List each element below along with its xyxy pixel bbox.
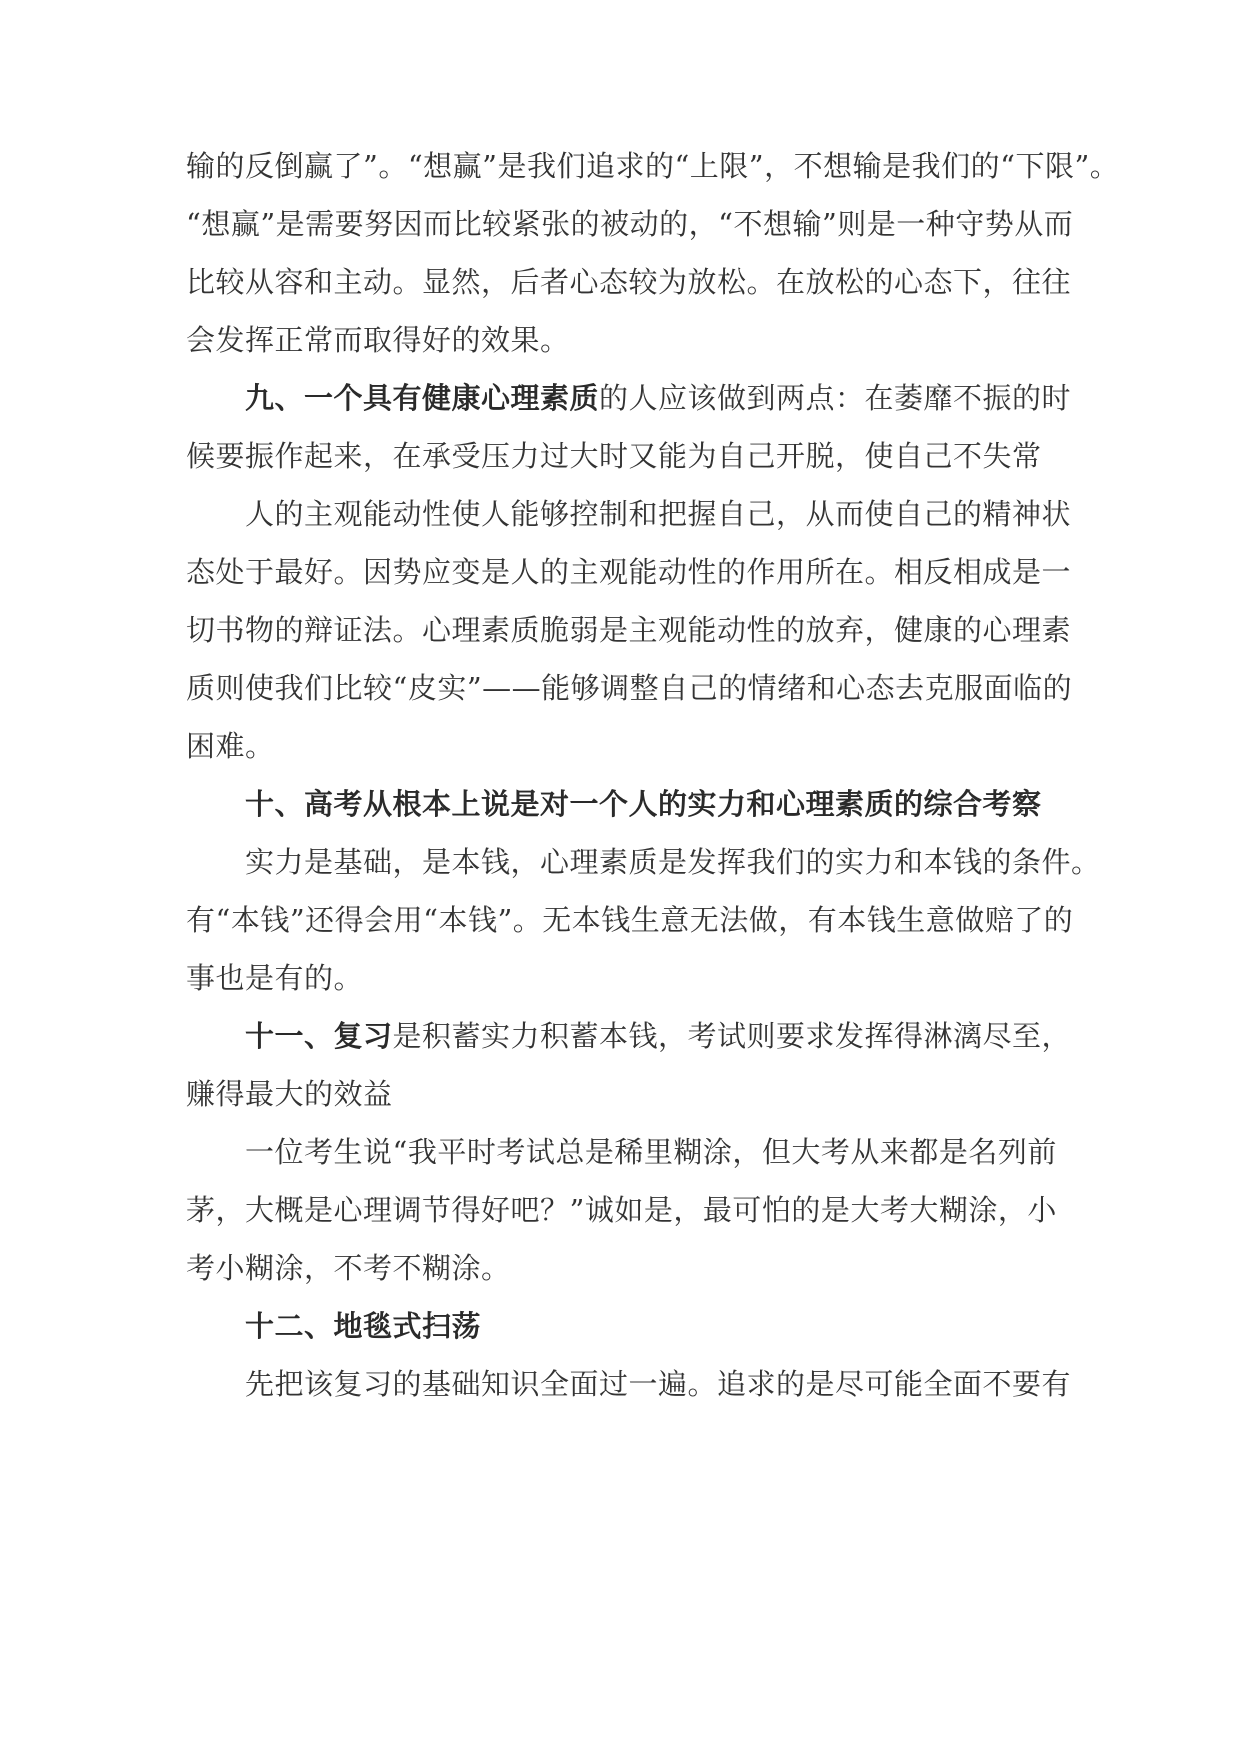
section-twelve-heading: 十二、地毯式扫荡 [245,1309,482,1343]
section-eleven-heading: 十一、复习 [245,1019,393,1053]
text-line: 茅，大概是心理调节得好吧？”诚如是，最可怕的是大考大糊涂，小 [186,1193,1057,1227]
text-line: 质则使我们比较“皮实”——能够调整自己的情绪和心态去克服面临的 [186,671,1073,705]
text-line: 态处于最好。因势应变是人的主观能动性的作用所在。相反相成是一 [186,555,1072,589]
text-line: 困难。 [186,729,275,763]
text-line: 实力是基础，是本钱，心理素质是发挥我们的实力和本钱的条件。 [245,845,1101,879]
text-line: 一位考生说“我平时考试总是稀里糊涂，但大考从来都是名列前 [245,1135,1057,1169]
section-eleven-text: 是积蓄实力积蓄本钱，考试则要求发挥得淋漓尽至， [392,1019,1072,1053]
paragraph-eleven-first-line [245,1016,1071,1056]
text-line: 赚得最大的效益 [186,1077,393,1111]
paragraph-nine-first-line [245,378,1071,418]
section-nine-text: 的人应该做到两点：在萎靡不振的时 [599,381,1072,415]
text-line: 切书物的辩证法。心理素质脆弱是主观能动性的放弃，健康的心理素 [186,613,1072,647]
section-nine-heading: 九、一个具有健康心理素质 [245,381,600,415]
text-line: 候要振作起来，在承受压力过大时又能为自己开脱，使自己不失常 [186,439,1042,473]
text-line: 输的反倒赢了”。“想赢”是我们追求的“上限”，不想输是我们的“下限”。 [186,149,1120,183]
text-line: 比较从容和主动。显然，后者心态较为放松。在放松的心态下，往往 [186,265,1072,299]
text-line: 人的主观能动性使人能够控制和把握自己，从而使自己的精神状 [245,497,1072,531]
text-line: 事也是有的。 [186,961,364,995]
section-ten-heading: 十、高考从根本上说是对一个人的实力和心理素质的综合考察 [245,787,1042,821]
text-line: 考小糊涂，不考不糊涂。 [186,1251,511,1285]
text-line: 先把该复习的基础知识全面过一遍。追求的是尽可能全面不要有 [245,1367,1072,1401]
text-line: “想赢”是需要努因而比较紧张的被动的，“不想输”则是一种守势从而 [186,207,1074,241]
text-line: 会发挥正常而取得好的效果。 [186,323,570,357]
text-line: 有“本钱”还得会用“本钱”。无本钱生意无法做，有本钱生意做赔了的 [186,903,1074,937]
